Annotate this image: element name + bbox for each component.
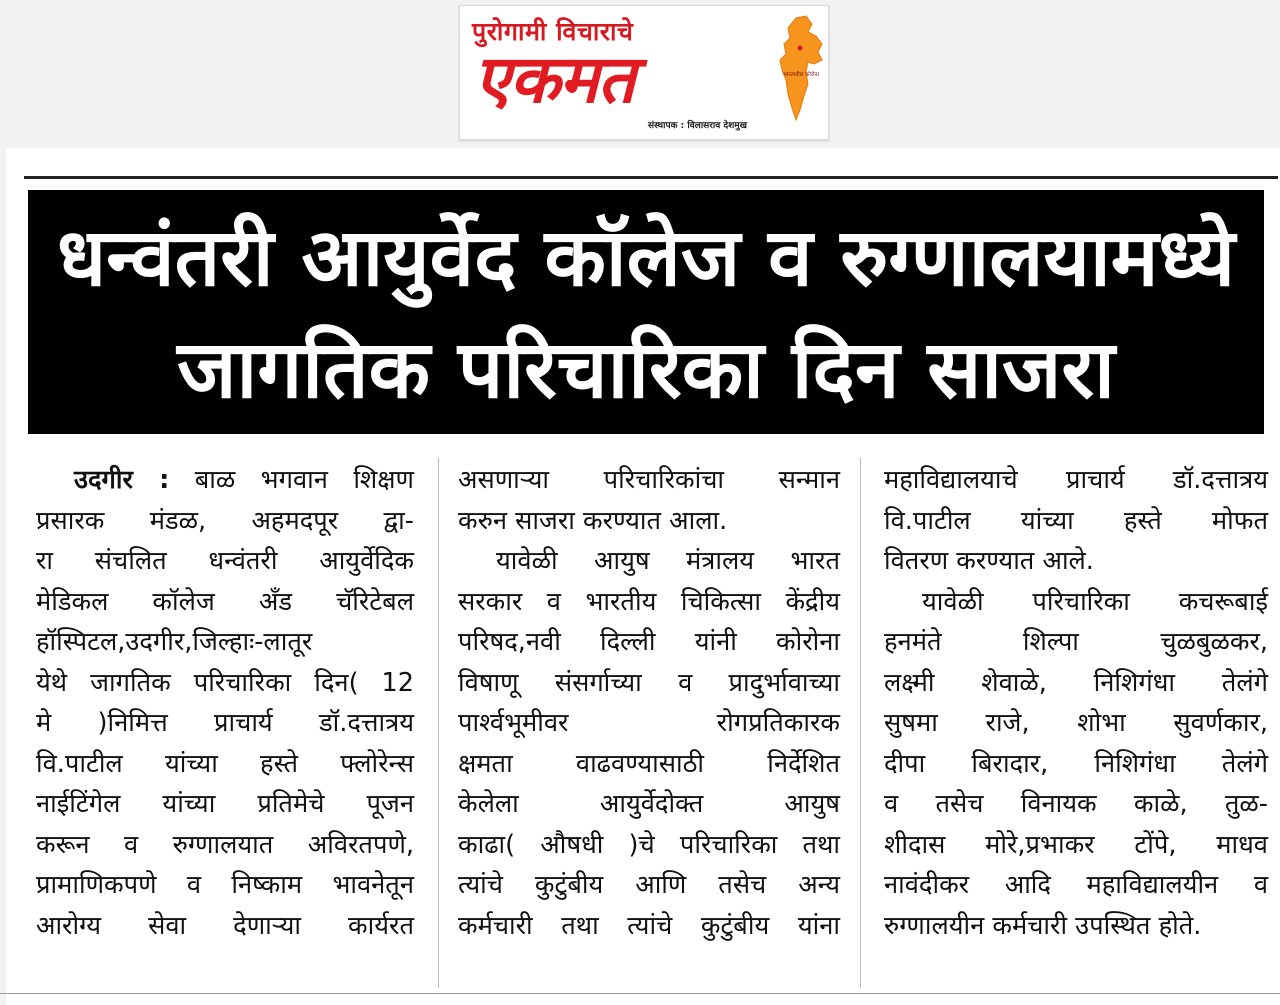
article-column-1 [36, 460, 414, 990]
article-line: पार्श्वभूमीवर रोगप्रतिकारक [458, 708, 840, 738]
column-divider [438, 458, 439, 988]
article-line: उदगीर : बाळ भगवान शिक्षण [74, 465, 414, 495]
article-column-3 [884, 460, 1268, 990]
article-line: कर्मचारी तथा त्यांचे कुटुंबीय यांना [458, 910, 840, 941]
article-line: केलेला आयुर्वेदोक्त आयुष [458, 789, 840, 819]
headline-banner [28, 190, 1264, 434]
article-line: वि.पाटील यांच्या हस्ते फ्लोरेन्स [36, 748, 414, 779]
india-map-icon [778, 14, 824, 124]
article-line: शीदास मोरे,प्रभाकर टोंपे, माधव [884, 829, 1268, 860]
article-line: रा संचलित धन्वंतरी आयुर्वेदिक [36, 546, 414, 576]
article-line: त्यांचे कुटुंबीय आणि तसेच अन्य [458, 870, 840, 900]
map-label: भारतातील कोरोना [783, 72, 819, 78]
article-line: क्षमता वाढवण्यासाठी निर्देशित [458, 748, 840, 779]
article-line: वि.पाटील यांच्या हस्ते मोफत [884, 505, 1268, 536]
article-line: व तसेच विनायक काळे, तुळ- [884, 789, 1268, 819]
headline-line-1: धन्वंतरी आयुर्वेद कॉलेज व रुग्णालयामध्ये [57, 211, 1235, 304]
top-rule [24, 176, 1278, 179]
article-column-2 [458, 460, 840, 990]
article-line: सरकार व भारतीय चिकित्सा केंद्रीय [458, 586, 840, 617]
masthead-name: एकमत [474, 41, 635, 118]
article-line: असणाऱ्या परिचारिकांचा सन्मान [458, 465, 840, 495]
article-line: दीपा बिरादार, निशिगंधा तेलंगे [884, 748, 1268, 779]
article-line: नाईटिंगेल यांच्या प्रतिमेचे पूजन [36, 789, 414, 819]
article-line: येथे जागतिक परिचारिका दिन( 12 [36, 667, 414, 698]
article-line: लक्ष्मी शेवाळे, निशिगंधा तेलंगे [884, 667, 1268, 698]
article-line: करून व रुग्णालयात अविरतपणे, [36, 829, 414, 860]
headline-line-2: जागतिक परिचारिका दिन साजरा [177, 323, 1115, 416]
article-line: सुषमा राजे, शोभा सुवर्णकार, [884, 708, 1268, 738]
column-divider [860, 458, 861, 988]
masthead-tagline: पुरोगामी विचाराचे [472, 17, 634, 46]
dateline: उदगीर : [74, 465, 170, 495]
article-line: यावेळी आयुष मंत्रालय भारत [496, 546, 840, 576]
article-line: परिषद,नवी दिल्ली यांनी कोरोना [458, 627, 840, 657]
article-line: महाविद्यालयाचे प्राचार्य डॉ.दत्तात्रय [884, 465, 1268, 495]
article-line: यावेळी परिचारिका कचरूबाई [922, 586, 1268, 617]
article-line: प्रामाणिकपणे व निष्काम भावनेतून [36, 870, 414, 900]
article-line: हनमंते शिल्पा चुळबुळकर, [884, 627, 1268, 657]
article-line: मे )निमित्त प्राचार्य डॉ.दत्तात्रय [36, 708, 414, 738]
article-line: हॉस्पिटल,उदगीर,जिल्हाः-लातूर [36, 627, 313, 657]
bottom-rule [0, 993, 1280, 994]
article-line: विषाणू संसर्गाच्या व प्रादुर्भावाच्या [458, 667, 840, 698]
newspaper-masthead [459, 5, 829, 140]
article-line: काढा( औषधी )चे परिचारिका तथा [458, 829, 840, 860]
article-line: मेडिकल कॉलेज अँड चॅरिटेबल [36, 586, 414, 617]
masthead-founder: संस्थापक : विलासराव देशमुख [648, 121, 748, 131]
article-line: प्रसारक मंडळ, अहमदपूर द्वा- [36, 505, 414, 536]
article-line: वितरण करण्यात आले. [884, 546, 1094, 576]
article-line: नावंदीकर आदि महाविद्यालयीन व [884, 870, 1268, 900]
article-line: करुन साजरा करण्यात आला. [458, 505, 728, 536]
article-line: रुग्णालयीन कर्मचारी उपस्थित होते. [884, 910, 1202, 941]
article-line: आरोग्य सेवा देणाऱ्या कार्यरत [36, 910, 414, 941]
